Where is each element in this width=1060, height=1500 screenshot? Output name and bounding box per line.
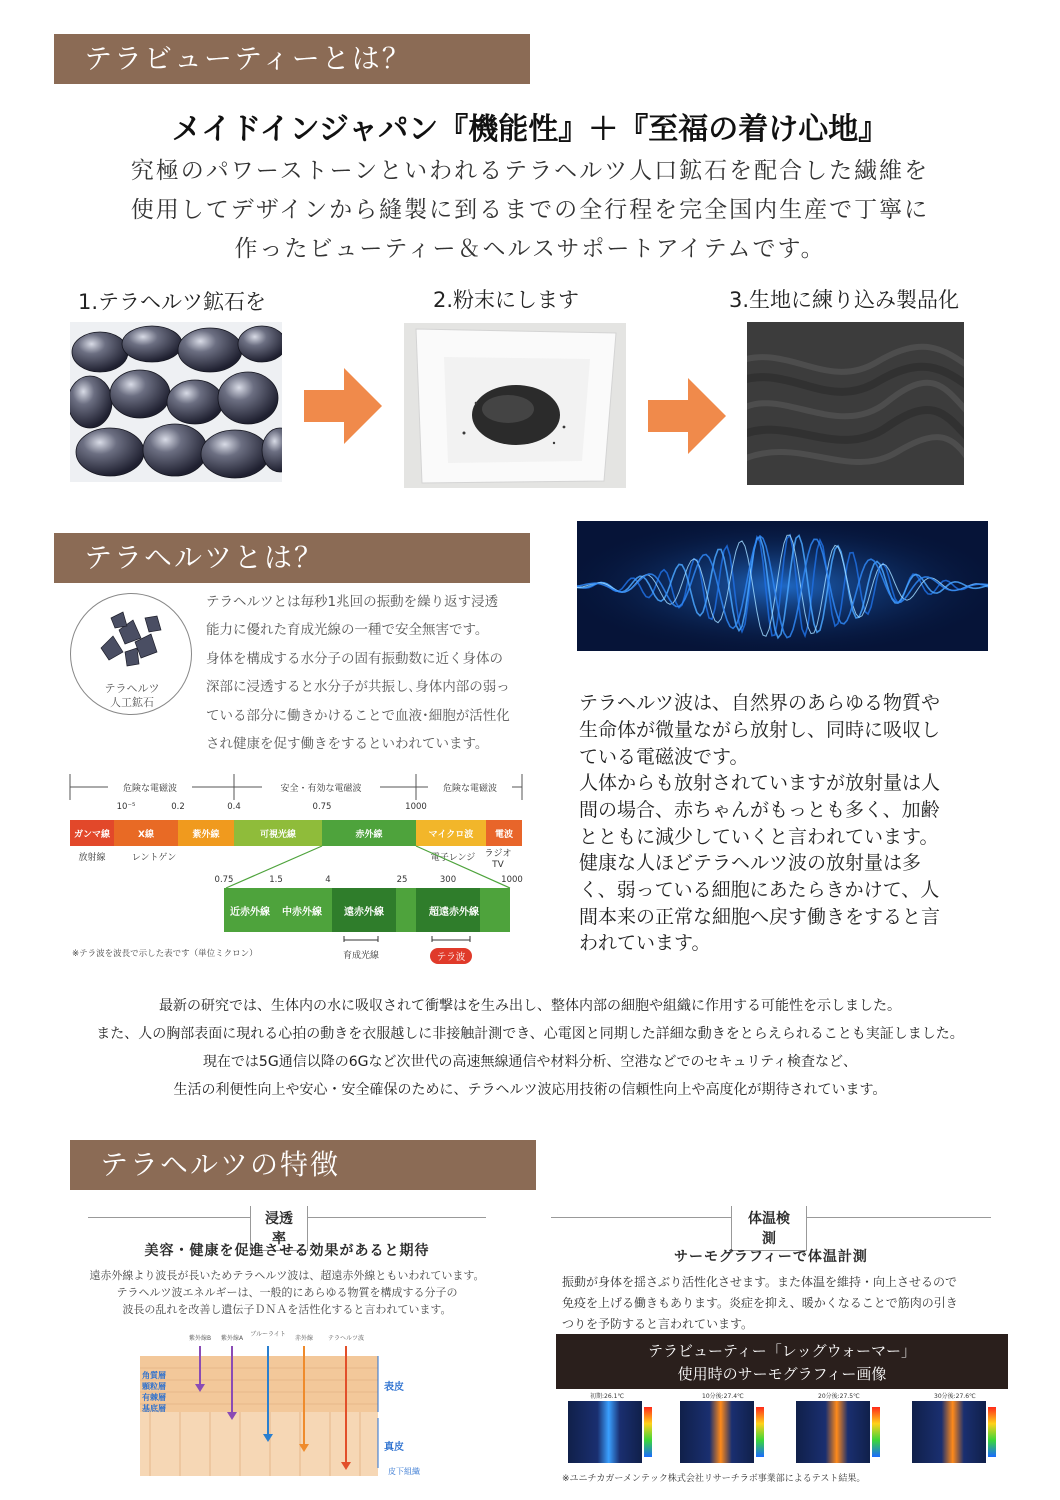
section-title-terahertz: テラヘルツとは？ — [54, 533, 530, 583]
spectrum-band-label: マイクロ波 — [428, 830, 474, 840]
lead-line-2: 使用してデザインから縫製に到るまでの全行程を完全国内生産で丁寧に — [130, 197, 930, 223]
range-danger-right: 危険な電磁波 — [442, 784, 498, 794]
spectrum-band-label: ガンマ線 — [73, 830, 111, 840]
thermo-photo — [912, 1401, 986, 1463]
band-ultra-far-ir: 超遠赤外線 — [429, 907, 479, 918]
subtick-4: 25 — [396, 875, 408, 885]
wave-desc-7: 健康な人ほどテラヘルツ波の放射量は多 — [579, 852, 922, 874]
stone-caption-1: テラヘルツ — [104, 682, 160, 695]
thermo-scale — [756, 1407, 764, 1457]
penetration-body-2: テラヘルツ波エネルギーは、一般的にあらゆる物質を構成する分子の — [116, 1286, 458, 1299]
layer-1: 角質層 — [142, 1371, 166, 1380]
wave-desc-1: テラヘルツ波は、自然界のあらゆる物質や — [579, 692, 941, 714]
zone-dermis: 真皮 — [384, 1442, 404, 1453]
subtick-3: 4 — [325, 875, 331, 885]
ray-uva: 紫外線A — [220, 1335, 244, 1342]
tick-top-2: 0.2 — [171, 802, 185, 812]
thermo-image — [796, 1391, 882, 1469]
wave-desc-5: 間の場合、赤ちゃんがもっとも多く、加齢 — [579, 799, 940, 821]
test-footnote: ※ユニチカガーメンテック株式会社リサーチラボ事業部によるテスト結果。 — [562, 1474, 866, 1484]
thermo-image — [912, 1391, 998, 1469]
step-3-label: 3.生地に練り込み製品化 — [729, 288, 960, 312]
thermo-scale — [872, 1407, 880, 1457]
body-temp-body-3: つりを予防すると言われています。 — [562, 1317, 754, 1331]
main-headline: メイドインジャパン『機能性』＋『至福の着け心地』 — [171, 112, 889, 147]
penetration-tag: 浸透率 — [250, 1206, 308, 1251]
terahertz-stones-photo — [70, 322, 282, 482]
banner-line-1: テラビューティー「レッグウォーマー」 — [647, 1342, 917, 1360]
body-temp-tag: 体温検測 — [731, 1206, 807, 1251]
band-far-ir: 遠赤外線 — [344, 907, 384, 918]
thermography-images — [560, 1391, 1000, 1471]
step-2-label: 2.粉末にします — [433, 288, 580, 312]
research-line-4: 生活の利便性向上や安心・安全確保のために、テラヘルツ波応用技術の信頼性向上や高度化が期待されています。 — [173, 1082, 887, 1098]
ray-uvb: 紫外線B — [188, 1335, 212, 1342]
thermo-label: 30分後:27.6℃ — [934, 1393, 976, 1400]
skin-penetration-diagram — [140, 1328, 440, 1478]
banner-line-2: 使用時のサーモグラフィー画像 — [677, 1365, 887, 1383]
thermo-image — [568, 1391, 654, 1469]
thermo-scale — [988, 1407, 996, 1457]
ray-blue: ブルーライト — [250, 1331, 286, 1338]
arrow-right-icon — [304, 368, 384, 444]
spectrum-diagram — [66, 770, 526, 970]
tick-top-3: 0.4 — [227, 802, 241, 812]
subtick-2: 1.5 — [269, 875, 283, 885]
terahertz-desc-2: 能力に優れた育成光線の一種で安全無害です。 — [206, 622, 489, 638]
tick-top-1: 10⁻⁵ — [116, 802, 136, 812]
penetration-subtitle: 美容・健康を促進させる効果があると期待 — [144, 1243, 430, 1259]
terahertz-desc-4: 深部に浸透すると水分子が共振し､身体内部の弱っ — [206, 679, 510, 695]
spectrum-band-label: 電波 — [494, 830, 514, 840]
zone-subcutaneous: 皮下組織 — [388, 1467, 420, 1476]
zone-epidermis: 表皮 — [384, 1382, 404, 1393]
wave-desc-9: 間本来の正常な細胞へ戻す働きをすると言 — [579, 906, 941, 928]
range-danger-left: 危険な電磁波 — [122, 784, 178, 794]
layer-2: 顆粒層 — [142, 1382, 166, 1391]
wave-desc-3: ている電磁波です。 — [579, 746, 749, 768]
wave-desc-4: 人体からも放射されていますが放射量は人 — [579, 772, 941, 794]
fabric-photo — [747, 322, 964, 485]
terahertz-desc-6: され健康を促す働きをするといわれています。 — [206, 736, 489, 752]
subtick-1: 0.75 — [214, 875, 234, 885]
thermo-scale — [644, 1407, 652, 1457]
lead-line-1: 究極のパワーストーンといわれるテラヘルツ人口鉱石を配合した繊維を — [130, 158, 930, 184]
penetration-body-3: 波長の乱れを改善し遺伝子ＤＮＡを活性化すると言われています。 — [122, 1303, 452, 1316]
label-microwave-oven: 電子レンジ — [430, 853, 476, 863]
body-temp-body-1: 振動が身体を揺さぶり活性化させます。また体温を維持・向上させるので — [562, 1275, 958, 1289]
thermo-label: 10分後:27.4℃ — [702, 1393, 744, 1400]
wave-desc-2: 生命体が微量ながら放射し、同時に吸収し — [579, 719, 941, 741]
subtick-6: 1000 — [501, 875, 523, 885]
research-line-3: 現在では5G通信以降の6Gなど次世代の高速無線通信や材料分析、空港などでのセキュリティ検査など、 — [202, 1054, 858, 1070]
thermo-label: 20分後:27.5℃ — [818, 1393, 860, 1400]
ray-thz: テラヘルツ波 — [327, 1335, 365, 1342]
layer-4: 基底層 — [142, 1404, 166, 1413]
spectrum-band-label: 赤外線 — [355, 830, 383, 840]
label-radiation: 放射線 — [78, 853, 106, 863]
range-safe: 安全・有効な電磁波 — [280, 784, 362, 794]
tick-top-5: 1000 — [405, 802, 427, 812]
tera-wave-label: テラ波 — [436, 952, 466, 963]
research-line-2: また、人の胸部表面に現れる心拍の動きを衣服越しに非接触計測でき、心電図と同期した詳細な動きをとらえられることも実証しました。 — [96, 1026, 964, 1042]
thermo-photo — [568, 1401, 642, 1463]
wave-desc-10: われています。 — [579, 932, 711, 954]
terahertz-desc-5: ている部分に働きかけることで血液･細胞が活性化 — [206, 708, 510, 724]
spectrum-band-label: 紫外線 — [192, 830, 220, 840]
body-temp-body-2: 免疫を上げる働きもあります。炎症を抑え、暖かくなることで筋肉の引き — [562, 1296, 958, 1310]
thermo-label: 初期:26.1℃ — [590, 1393, 625, 1400]
growth-ray-label: 育成光線 — [342, 951, 380, 961]
spectrum-band-label: X線 — [138, 830, 154, 840]
powder-dish-photo — [404, 323, 626, 488]
ray-ir: 赤外線 — [294, 1335, 314, 1342]
tick-top-4: 0.75 — [312, 802, 332, 812]
thermography-banner — [556, 1334, 1008, 1389]
section-title-features: テラヘルツの特徴 — [70, 1140, 536, 1190]
stone-caption-2: 人工鉱石 — [110, 696, 154, 709]
arrow-right-icon — [648, 378, 728, 454]
band-mid-ir: 中赤外線 — [282, 907, 322, 918]
step-1-label: 1.テラヘルツ鉱石を — [78, 290, 267, 314]
thermo-photo — [680, 1401, 754, 1463]
research-line-1: 最新の研究では、生体内の水に吸収されて衝撃はを生み出し、整体内部の細胞や組織に作用する可能性を示しました。 — [159, 998, 901, 1014]
label-radio: ラジオ — [484, 849, 512, 859]
terahertz-desc-1: テラヘルツとは毎秒1兆回の振動を繰り返す浸透 — [206, 594, 499, 610]
wave-desc-8: く、弱っている細胞にあたらきかけて、人 — [579, 879, 940, 901]
subtick-5: 300 — [439, 875, 457, 885]
layer-3: 有棘層 — [142, 1393, 166, 1402]
lead-line-3: 作ったビューティー＆ヘルスサポートアイテムです。 — [234, 236, 826, 262]
terahertz-stone-badge — [70, 593, 192, 715]
label-xray: レントゲン — [131, 853, 177, 863]
spectrum-note: ※テラ波を波長で示した表です（単位ミクロン） — [72, 949, 258, 959]
band-near-ir: 近赤外線 — [230, 907, 270, 918]
thermo-image — [680, 1391, 766, 1469]
thermo-photo — [796, 1401, 870, 1463]
section-title-terabeauty: テラビューティーとは？ — [54, 34, 530, 84]
body-temp-subtitle: サーモグラフィーで体温計測 — [674, 1249, 868, 1265]
label-tv: TV — [492, 860, 504, 870]
spectrum-band-label: 可視光線 — [259, 830, 297, 840]
penetration-body-1: 遠赤外線より波長が長いためテラヘルツ波は、超遠赤外線ともいわれています。 — [89, 1269, 485, 1282]
terahertz-desc-3: 身体を構成する水分子の固有振動数に近く身体の — [206, 651, 503, 667]
wave-image — [577, 521, 988, 651]
wave-desc-6: とともに減少していくと言われています。 — [579, 826, 939, 848]
